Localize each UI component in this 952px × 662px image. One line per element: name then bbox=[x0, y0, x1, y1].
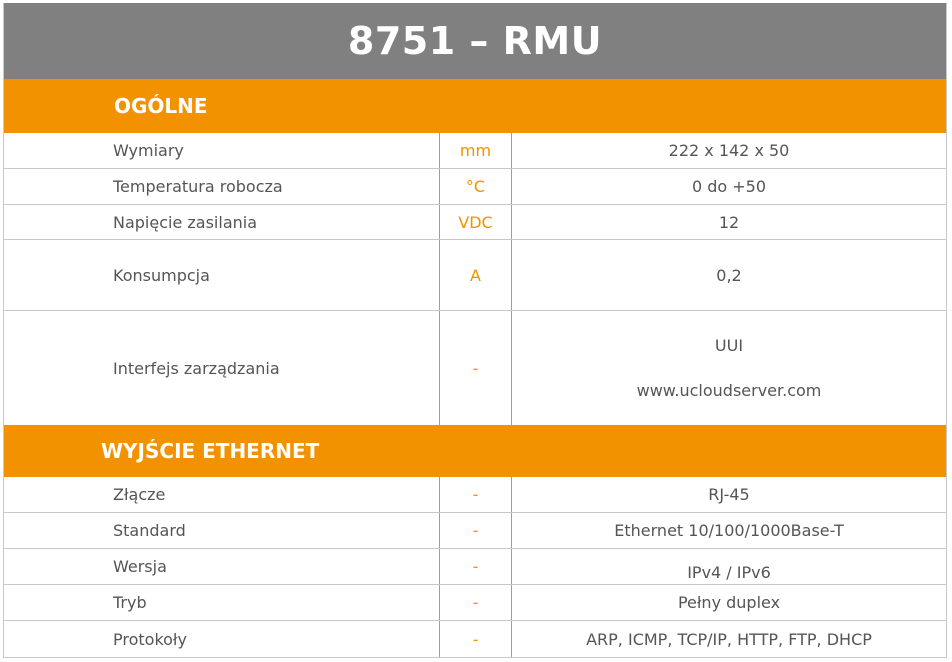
spec-unit: - bbox=[439, 477, 512, 512]
spec-value-text: Ethernet 10/100/1000Base-T bbox=[614, 521, 844, 540]
spec-label: Złącze bbox=[113, 485, 166, 504]
spec-label: Wymiary bbox=[113, 141, 184, 160]
spec-unit: - bbox=[439, 311, 512, 425]
spec-value-text: RJ-45 bbox=[708, 485, 750, 504]
spec-value-text: 0,2 bbox=[716, 265, 742, 285]
spec-row-version bbox=[4, 549, 946, 585]
spec-row-dimensions bbox=[4, 133, 946, 169]
spec-label: Wersja bbox=[113, 557, 167, 576]
spec-unit: - bbox=[439, 621, 512, 657]
spec-value bbox=[512, 549, 946, 584]
spec-unit: A bbox=[439, 240, 512, 310]
spec-value bbox=[512, 133, 946, 168]
spec-unit: VDC bbox=[439, 205, 512, 239]
section-header-ethernet: WYJŚCIE ETHERNET bbox=[4, 425, 946, 477]
spec-label: Standard bbox=[113, 521, 186, 540]
spec-row-mode bbox=[4, 585, 946, 621]
spec-label: Temperatura robocza bbox=[113, 177, 283, 196]
spec-row-standard bbox=[4, 513, 946, 549]
spec-unit: - bbox=[439, 585, 512, 620]
section-header-general: OGÓLNE bbox=[4, 79, 946, 133]
spec-value-text: 222 x 142 x 50 bbox=[668, 141, 790, 160]
spec-value bbox=[512, 477, 946, 512]
spec-label: Konsumpcja bbox=[113, 265, 210, 285]
spec-unit: mm bbox=[439, 133, 512, 168]
spec-label: Interfejs zarządzania bbox=[113, 358, 280, 378]
spec-row-operating-temperature bbox=[4, 169, 946, 205]
spec-value-text: 0 do +50 bbox=[691, 177, 767, 196]
spec-value bbox=[512, 513, 946, 548]
spec-sheet bbox=[3, 3, 947, 658]
spec-value-text: IPv4 / IPv6 bbox=[687, 563, 771, 582]
spec-label: Napięcie zasilania bbox=[113, 212, 258, 232]
spec-value-text: ARP, ICMP, TCP/IP, HTTP, FTP, DHCP bbox=[586, 629, 872, 649]
spec-value bbox=[512, 169, 946, 204]
spec-title: 8751 – RMU bbox=[4, 3, 946, 79]
spec-unit: - bbox=[439, 549, 512, 584]
spec-unit: - bbox=[439, 513, 512, 548]
spec-value bbox=[512, 240, 946, 310]
spec-row-supply-voltage bbox=[4, 205, 946, 240]
spec-value-text: Pełny duplex bbox=[677, 593, 781, 612]
spec-value-url: www.ucloudserver.com bbox=[636, 381, 822, 400]
spec-row-connector bbox=[4, 477, 946, 513]
spec-value bbox=[512, 585, 946, 620]
spec-row-consumption bbox=[4, 240, 946, 311]
spec-row-management-interface bbox=[4, 311, 946, 425]
spec-value bbox=[512, 205, 946, 239]
spec-value bbox=[512, 621, 946, 657]
spec-label: Tryb bbox=[113, 593, 147, 612]
spec-unit: °C bbox=[439, 169, 512, 204]
spec-value bbox=[512, 311, 946, 425]
spec-label: Protokoły bbox=[113, 629, 187, 649]
spec-row-protocols bbox=[4, 621, 946, 658]
spec-value-text: 12 bbox=[718, 212, 740, 232]
spec-value-text: UUI bbox=[714, 336, 744, 355]
